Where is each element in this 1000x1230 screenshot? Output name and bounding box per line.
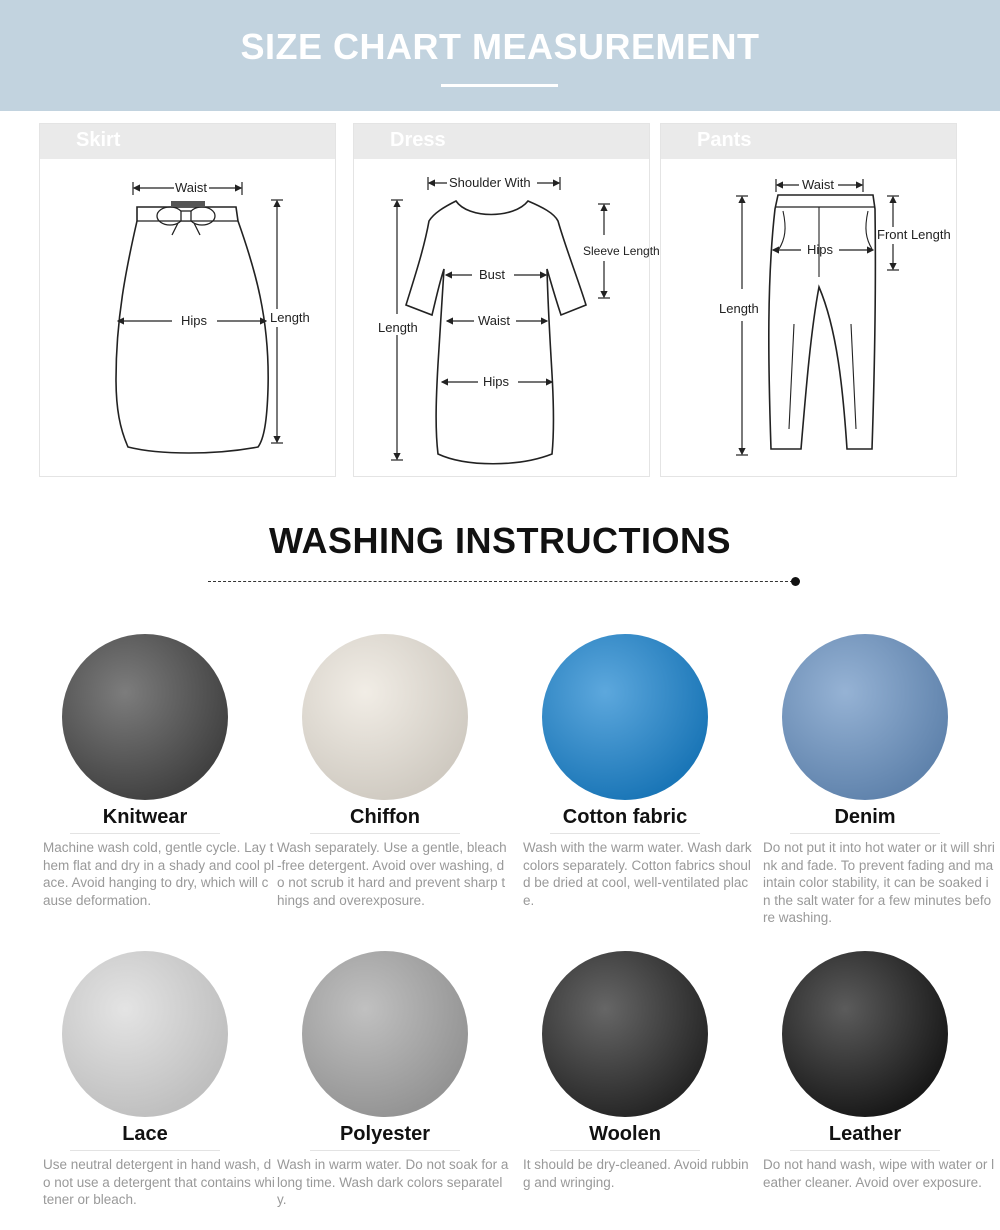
fabric-care-text: Wash with the warm water. Wash dark colors separately. Cotton fabrics should be dried at cool, well-ventilated place. [523, 840, 752, 908]
dress-bust-label: Bust [479, 267, 506, 282]
fabric-name: Knitwear [70, 806, 220, 834]
panel-title-dress: Dress [390, 129, 446, 151]
fabric-name: Leather [790, 1123, 940, 1151]
skirt-diagram [40, 159, 337, 477]
skirt-hips-label: Hips [181, 313, 208, 328]
pants-length-label: Length [719, 301, 759, 316]
panel-header [354, 124, 649, 159]
dress-size-panel [353, 123, 660, 477]
panel-title-pants: Pants [697, 129, 752, 151]
pants-diagram [661, 159, 958, 477]
skirt-length-label: Length [270, 310, 310, 325]
dress-diagram [354, 159, 660, 477]
washing-divider [208, 581, 793, 582]
fabric-name: Cotton fabric [550, 806, 700, 834]
pants-hips-label: Hips [807, 242, 834, 257]
divider-dot [791, 577, 800, 586]
skirt-size-panel [39, 123, 336, 477]
fabric-care-text: Do not hand wash, wipe with water or leather cleaner. Avoid over exposure. [763, 1157, 995, 1190]
fabric-swatch [782, 951, 948, 1117]
header-banner [0, 0, 1000, 111]
fabric-name: Lace [70, 1123, 220, 1151]
skirt-waist-label: Waist [175, 180, 208, 195]
pants-crease-line [789, 324, 856, 429]
skirt-waist-tag [171, 201, 205, 207]
panel-title-skirt: Skirt [76, 129, 121, 151]
fabric-swatch [542, 951, 708, 1117]
panel-header [661, 124, 956, 159]
fabric-name: Woolen [550, 1123, 700, 1151]
panel-header [40, 124, 335, 159]
pants-front-label: Front Length [877, 227, 951, 242]
fabric-swatch [302, 951, 468, 1117]
fabric-swatch [62, 634, 228, 800]
fabric-name: Denim [790, 806, 940, 834]
pants-size-panel [660, 123, 957, 477]
dress-length-label: Length [378, 320, 418, 335]
page-title: SIZE CHART MEASUREMENT [240, 26, 760, 67]
fabric-swatch [62, 951, 228, 1117]
fabric-care-text: It should be dry-cleaned. Avoid rubbing and wringing. [523, 1157, 749, 1190]
fabric-care-text: Machine wash cold, gentle cycle. Lay them flat and dry in a shady and cool place. Avoid hanging to dry, which will cause deformation. [43, 840, 275, 908]
fabric-care-text: Wash separately. Use a gentle, bleach-free detergent. Avoid over washing, do not scrub it hard and prevent sharp things and overexposure. [277, 840, 507, 908]
fabric-name: Chiffon [310, 806, 460, 834]
fabric-care-text: Use neutral detergent in hand wash, do not use a detergent that contains whitener or bleach. [43, 1157, 275, 1207]
title-underline [441, 84, 558, 87]
washing-title: WASHING INSTRUCTIONS [268, 520, 731, 561]
fabric-care-text: Do not put it into hot water or it will shrink and fade. To prevent fading and maintain color stability, it can be soaked in the salt water for a few minutes before washing. [763, 840, 995, 925]
dress-outline [406, 201, 586, 464]
fabric-swatch [542, 634, 708, 800]
fabric-care-text: Wash in warm water. Do not soak for a long time. Wash dark colors separately. [277, 1157, 509, 1207]
fabric-swatch [782, 634, 948, 800]
pants-waist-label: Waist [802, 177, 835, 192]
dress-hips-label: Hips [483, 374, 510, 389]
dress-sleeve-label: Sleeve Length [583, 244, 660, 258]
dress-shoulder-label: Shoulder With [449, 175, 531, 190]
fabric-swatch [302, 634, 468, 800]
fabric-name: Polyester [310, 1123, 460, 1151]
dress-waist-label: Waist [478, 313, 511, 328]
skirt-outline [116, 207, 268, 453]
